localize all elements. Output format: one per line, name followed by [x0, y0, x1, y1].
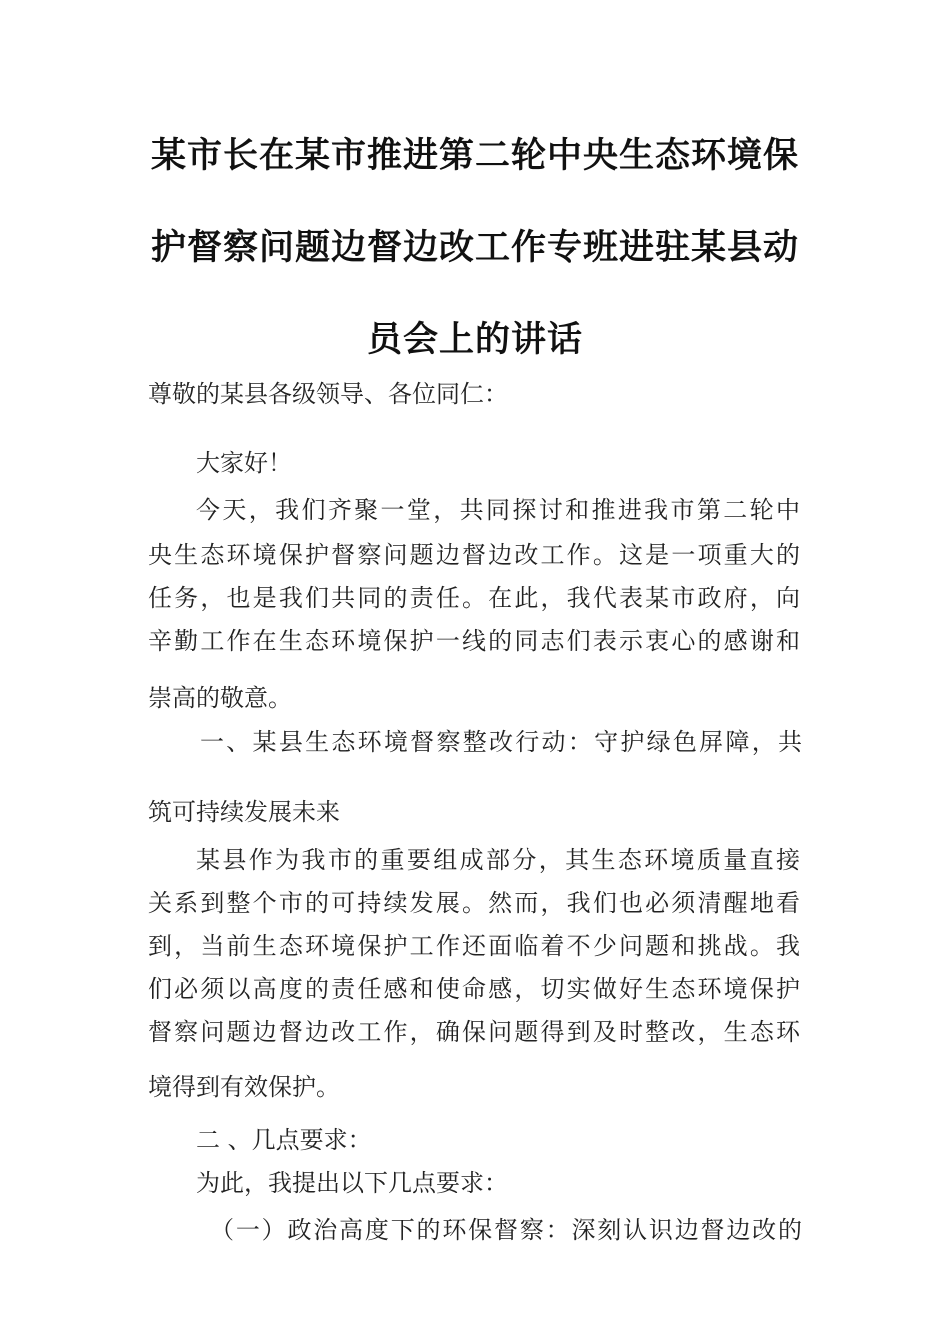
paragraph-1-line-1: 今天，我们齐聚一堂，共同探讨和推进我市第二轮中: [196, 496, 800, 524]
title-line-2: 护督察问题边督边改工作专班进驻某县动: [150, 228, 799, 268]
salutation: 尊敬的某县各级领导、各位同仁：: [148, 380, 508, 408]
section-heading-2: 二 、几点要求：: [196, 1126, 372, 1154]
paragraph-1-line-2: 央生态环境保护督察问题边督边改工作。这是一项重大的: [148, 541, 800, 569]
greeting: 大家好！: [196, 449, 292, 477]
paragraph-1-line-4: 辛勤工作在生态环境保护一线的同志们表示衷心的感谢和: [148, 627, 800, 655]
section-heading-1-line-1: 一、某县生态环境督察整改行动：守护绿色屏障，共: [200, 728, 802, 756]
paragraph-1-line-5: 崇高的敬意。: [148, 684, 292, 712]
paragraph-2-line-3: 到，当前生态环境保护工作还面临着不少问题和挑战。我: [148, 932, 800, 960]
paragraph-1-line-3: 任务，也是我们共同的责任。在此，我代表某市政府，向: [148, 584, 800, 612]
paragraph-2-line-4: 们必须以高度的责任感和使命感，切实做好生态环境保护: [148, 975, 800, 1003]
section-heading-1-line-2: 筑可持续发展未来: [148, 798, 340, 826]
title-line-1: 某市长在某市推进第二轮中央生态环境保: [150, 136, 799, 176]
paragraph-2-line-5: 督察问题边督边改工作，确保问题得到及时整改，生态环: [148, 1018, 800, 1046]
title-line-3: 员会上的讲话: [366, 320, 583, 360]
paragraph-2-line-1: 某县作为我市的重要组成部分，其生态环境质量直接: [196, 846, 800, 874]
paragraph-2-line-6: 境得到有效保护。: [148, 1073, 340, 1101]
subheading-1: （一）政治高度下的环保督察：深刻认识边督边改的: [210, 1216, 802, 1244]
paragraph-2-line-2: 关系到整个市的可持续发展。然而，我们也必须清醒地看: [148, 889, 800, 917]
paragraph-3: 为此，我提出以下几点要求：: [196, 1169, 508, 1197]
